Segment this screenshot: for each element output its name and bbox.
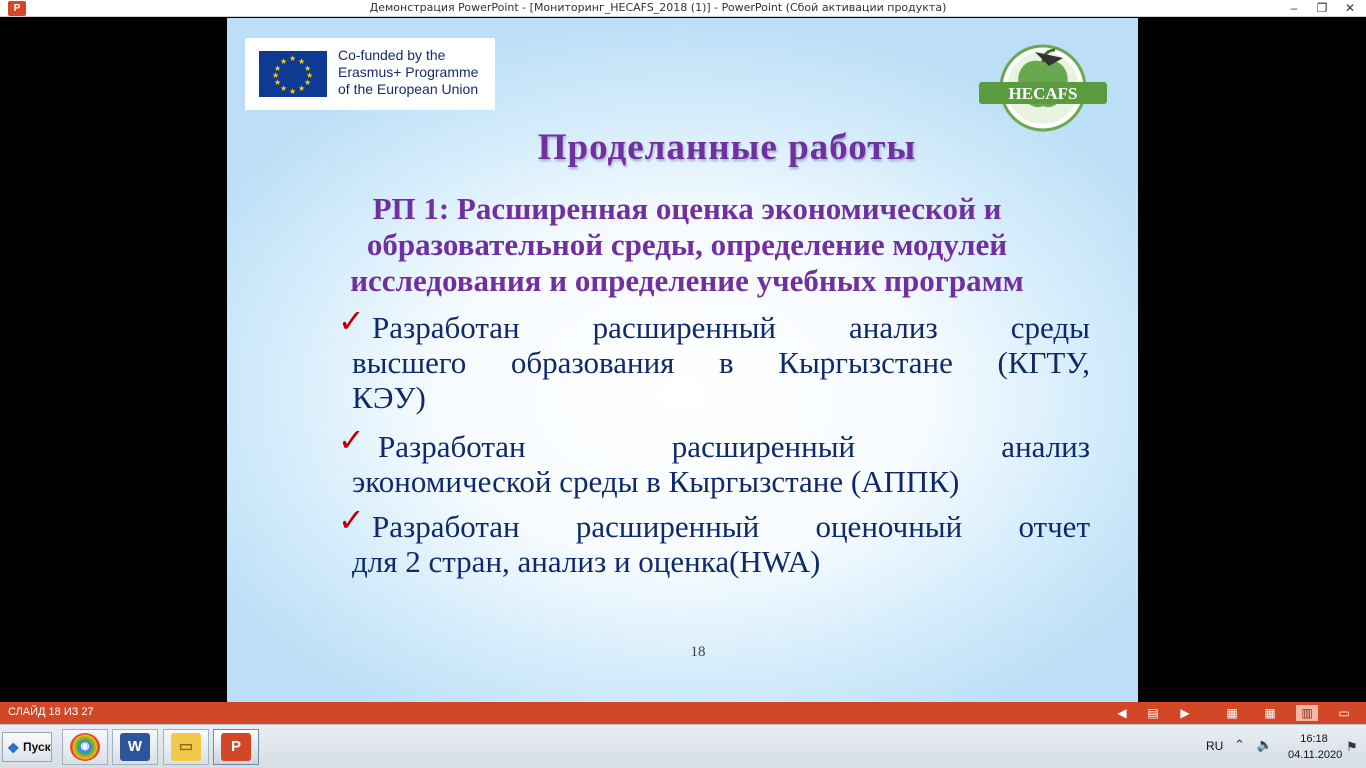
bullet-3-line-2: для 2 стран, анализ и оценка(HWA) [352, 544, 821, 579]
action-center-icon[interactable]: ⚑ [1346, 739, 1358, 754]
taskbar-powerpoint[interactable] [213, 729, 259, 765]
erasmus-logo [245, 38, 495, 110]
hecafs-logo [977, 44, 1109, 132]
normal-view-icon[interactable]: ▦ [1226, 706, 1238, 720]
hecafs-apple-icon [977, 44, 1109, 132]
chrome-icon: ◉ [70, 733, 100, 761]
eu-flag-icon: ★ ★ ★ ★ ★ ★ ★ ★ ★ ★ ★ ★ [259, 51, 327, 97]
start-label: Пуск [23, 740, 51, 754]
erasmus-line-1: Co-funded by the [338, 47, 446, 63]
slide-subtitle [247, 191, 1127, 299]
erasmus-line-3: of the European Union [338, 81, 479, 97]
powerpoint-app-icon[interactable]: P [8, 1, 26, 16]
next-slide-icon[interactable]: ▶ [1180, 706, 1190, 720]
window-titlebar [0, 0, 1366, 17]
bullet-1-line-2: высшего образования в Кыргызстане (КГТУ, [352, 345, 1090, 380]
word-icon: W [120, 733, 150, 761]
taskbar-explorer[interactable] [163, 729, 209, 765]
subtitle-line-1: РП 1: Расширенная оценка экономической и [372, 191, 1002, 226]
checkmark-icon: ✓ [338, 302, 365, 340]
minimize-button[interactable]: – [1290, 1, 1298, 15]
previous-slide-icon[interactable]: ◀ [1117, 706, 1127, 720]
taskbar-chrome[interactable] [62, 729, 108, 765]
restore-button[interactable]: ❐ [1316, 1, 1328, 15]
clock-date[interactable]: 04.11.2020 [1288, 749, 1343, 761]
checkmark-icon: ✓ [338, 421, 365, 459]
start-button[interactable] [2, 732, 52, 762]
subtitle-line-3: исследования и определение учебных программ [350, 263, 1024, 298]
close-button[interactable]: ✕ [1344, 1, 1356, 15]
checkmark-icon: ✓ [338, 501, 365, 539]
windows-taskbar [0, 724, 1366, 768]
slide-menu-icon[interactable]: ▤ [1147, 706, 1159, 720]
hecafs-logo-text: HECAFS [1008, 84, 1078, 103]
bullet-item [338, 302, 1090, 415]
powerpoint-icon: P [221, 733, 251, 761]
bullet-2-line-2: экономической среды в Кыргызстане (АППК) [352, 464, 960, 499]
slideshow-view-icon[interactable]: ▭ [1338, 706, 1350, 720]
bullet-item [338, 501, 1090, 579]
slide-counter: СЛАЙД 18 ИЗ 27 [8, 706, 94, 718]
clock-time[interactable]: 16:18 [1300, 733, 1328, 745]
erasmus-line-2: Erasmus+ Programme [338, 64, 479, 80]
slideshow-statusbar [0, 702, 1366, 724]
window-title: Демонстрация PowerPoint - [Мониторинг_HECAFS_2018 (1)] - PowerPoint (Сбой активации продукта) [369, 1, 947, 14]
language-indicator[interactable]: RU [1206, 739, 1224, 753]
bullet-1-line-3: КЭУ) [352, 380, 426, 415]
bullet-3-line-1: Разработан расширенный оценочный отчет [372, 509, 1090, 544]
bullet-1-line-1: Разработан расширенный анализ среды [372, 310, 1090, 345]
slide-title: Проделанные работы [537, 127, 917, 168]
windows-logo-icon: ❖ [7, 740, 20, 756]
slide-canvas[interactable] [227, 18, 1138, 702]
folder-icon: ▭ [171, 733, 201, 761]
reading-view-icon[interactable]: ▥ [1296, 705, 1318, 721]
bullet-2-line-1: Разработан расширенный анализ [378, 429, 1090, 464]
subtitle-line-2: образовательной среды, определение модулей [366, 227, 1008, 262]
bullet-item [338, 421, 1090, 499]
slide-number: 18 [690, 644, 706, 660]
slide-sorter-icon[interactable]: ▦ [1264, 706, 1276, 720]
erasmus-text [338, 47, 478, 98]
taskbar-word[interactable] [112, 729, 158, 765]
volume-icon[interactable]: ⌃ 🔈 [1234, 737, 1277, 752]
